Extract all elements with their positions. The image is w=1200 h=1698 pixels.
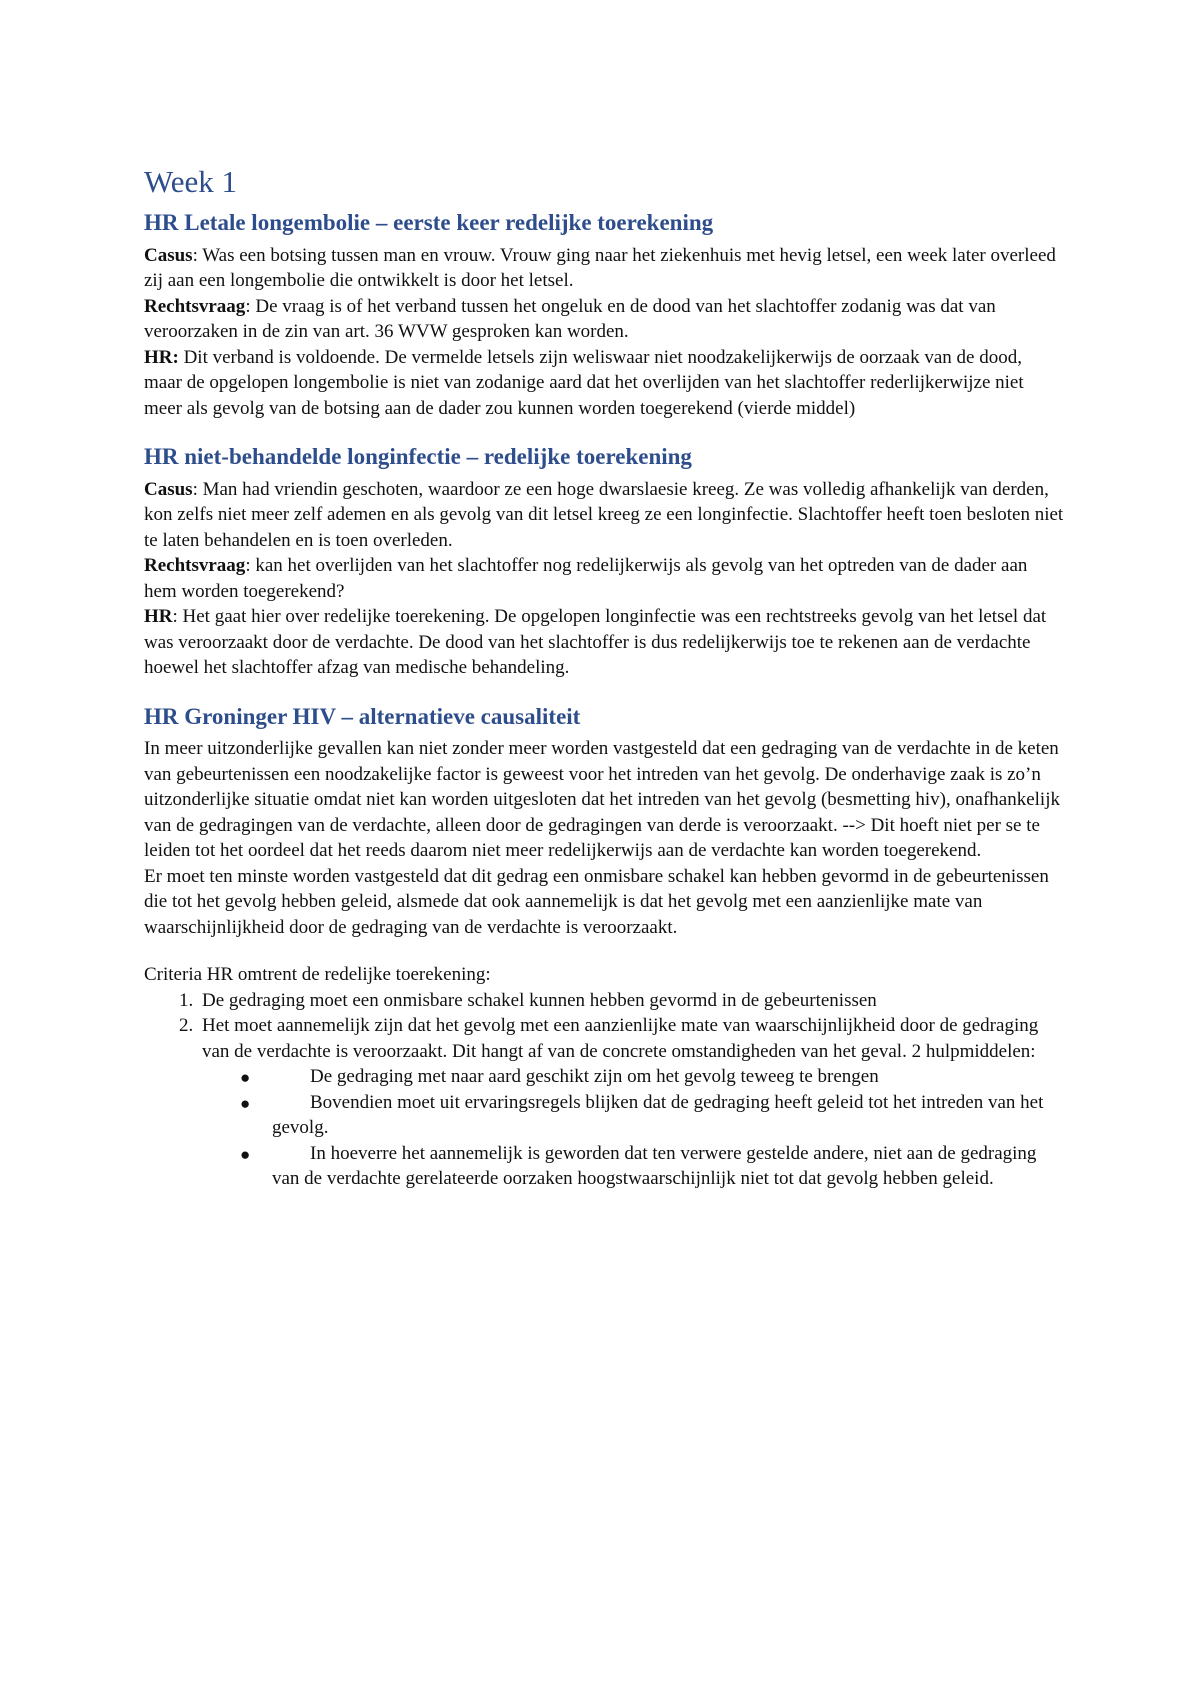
- rechtsvraag-text: : kan het overlijden van het slachtoffer nog redelijkerwijs als gevolg van het optreden van de dader aan hem worden toegerekend?: [144, 555, 1028, 602]
- bullet-item: [240, 1064, 1064, 1090]
- criteria-block: [144, 962, 1064, 1192]
- section-groninger-hiv: [144, 703, 1064, 941]
- hulpmiddelen-list: [202, 1064, 1064, 1192]
- rechtsvraag-text: : De vraag is of het verband tussen het ongeluk en de dood van het slachtoffer zodanig was dat van veroorzaken in de zin van art. 36 WVW gesproken kan worden.: [144, 295, 996, 343]
- rechtsvraag-paragraph: [144, 294, 1064, 345]
- heading-main: HR Letale longembolie: [144, 210, 371, 236]
- bullet-text: Bovendien moet uit ervaringsregels blijken dat de gedraging heeft geleid tot het intreden van het gevolg.: [272, 1091, 1044, 1139]
- label-casus: Casus: [144, 478, 193, 500]
- casus-paragraph: [144, 243, 1064, 294]
- section-letale-longembolie: [144, 209, 1064, 421]
- heading-subtitle: – eerste keer redelijke toerekening: [370, 210, 714, 236]
- criteria-item-text: Het moet aannemelijk zijn dat het gevolg met een aanzienlijke mate van waarschijnlijkheid door de gedraging van de verdachte is veroorzaakt. Dit hangt af van de concrete omstandigheden van het geval. 2 hulpmiddelen:: [202, 1015, 1039, 1062]
- hr-text: Dit verband is voldoende. De vermelde letsels zijn weliswaar niet noodzakelijkerwijs de oorzaak van de dood, maar de opgelopen longembolie is niet van zodanige aard dat het overlijden van het slachtoffer rederlijkerwijze niet meer als gevolg van de botsing aan de dader zou kunnen worden toegerekend (vierde middel): [144, 346, 1024, 419]
- hr-paragraph: [144, 345, 1064, 422]
- criteria-item: [198, 1013, 1064, 1192]
- body-paragraph: Er moet ten minste worden vastgesteld dat dit gedrag een onmisbare schakel kan hebben gevormd in de gebeurtenissen die tot het gevolg hebben geleid, alsmede dat ook aannemelijk is dat het gevolg met een aanzienlijke mate van waarschijnlijkheid door de gedraging van de verdachte is veroorzaakt.: [144, 865, 1049, 938]
- rechtsvraag-paragraph: [144, 553, 1064, 604]
- criteria-item: [198, 988, 1064, 1014]
- section-heading: [144, 443, 1064, 471]
- body-paragraph: In meer uitzonderlijke gevallen kan niet zonder meer worden vastgesteld dat een gedraging van de verdachte in de keten van gebeurtenissen een noodzakelijke factor is geweest voor het intreden van het gevolg. De onderhavige zaak is zo’n uitzonderlijke situatie omdat niet kan worden uitgesloten dat het intreden van het gevolg (besmetting hiv), onafhankelijk van de gedragingen van de verdachte, alleen door de gedragingen van derde is veroorzaakt. --> Dit hoeft niet per se te leiden tot het oordeel dat het reeds daarom niet meer redelijkerwijs aan de verdachte kan worden toegerekend.: [144, 738, 1060, 862]
- section-heading: [144, 209, 1064, 237]
- label-hr: HR: [144, 606, 173, 628]
- casus-paragraph: [144, 477, 1064, 554]
- bullet-text: De gedraging met naar aard geschikt zijn om het gevolg teweeg te brengen: [310, 1066, 879, 1088]
- heading-subtitle: – alternatieve causaliteit: [335, 703, 581, 729]
- bullet-text: In hoeverre het aannemelijk is geworden dat ten verwere gestelde andere, niet aan de gedraging van de verdachte gerelateerde oorzaken hoogstwaarschijnlijk niet tot dat gevolg hebben geleid.: [272, 1142, 1037, 1190]
- criteria-list: [144, 988, 1064, 1192]
- heading-main: HR niet-behandelde longinfectie: [144, 444, 461, 470]
- heading-subtitle: – redelijke toerekening: [460, 444, 692, 470]
- bullet-item: [240, 1090, 1064, 1141]
- bullet-icon: ●: [240, 1144, 251, 1164]
- bullet-icon: ●: [240, 1068, 251, 1088]
- bullet-icon: ●: [240, 1093, 251, 1113]
- page-title: Week 1: [144, 164, 238, 199]
- heading-main: HR Groninger HIV: [144, 703, 336, 729]
- label-rechtsvraag: Rechtsvraag: [144, 295, 246, 317]
- criteria-intro: Criteria HR omtrent de redelijke toerekening:: [144, 964, 491, 986]
- label-hr: HR:: [144, 346, 179, 368]
- criteria-item-text: De gedraging moet een onmisbare schakel kunnen hebben gevormd in de gebeurtenissen: [202, 989, 877, 1011]
- label-rechtsvraag: Rechtsvraag: [144, 555, 246, 577]
- section-niet-behandelde-longinfectie: [144, 443, 1064, 681]
- section-heading: [144, 703, 1064, 731]
- hr-paragraph: [144, 604, 1064, 681]
- bullet-item: [240, 1141, 1064, 1192]
- casus-text: : Man had vriendin geschoten, waardoor ze een hoge dwarslaesie kreeg. Ze was volledig afhankelijk van derden, kon zelfs niet meer zelf ademen en als gevolg van dit letsel kreeg ze een longinfectie. Slachtoffer heeft toen besloten niet te laten behandelen en is toen overleden.: [144, 478, 1064, 551]
- hr-text: : Het gaat hier over redelijke toerekening. De opgelopen longinfectie was een rechtstreeks gevolg van het letsel dat was veroorzaakt door de verdachte. De dood van het slachtoffer is dus redelijkerwijs toe te rekenen aan de verdachte hoewel het slachtoffer afzag van medische behandeling.: [144, 606, 1047, 679]
- casus-text: : Was een botsing tussen man en vrouw. Vrouw ging naar het ziekenhuis met hevig letsel, een week later overleed zij aan een longembolie die ontwikkelt is door het letsel.: [144, 244, 1056, 292]
- document-page: [144, 165, 1064, 1192]
- label-casus: Casus: [144, 244, 193, 266]
